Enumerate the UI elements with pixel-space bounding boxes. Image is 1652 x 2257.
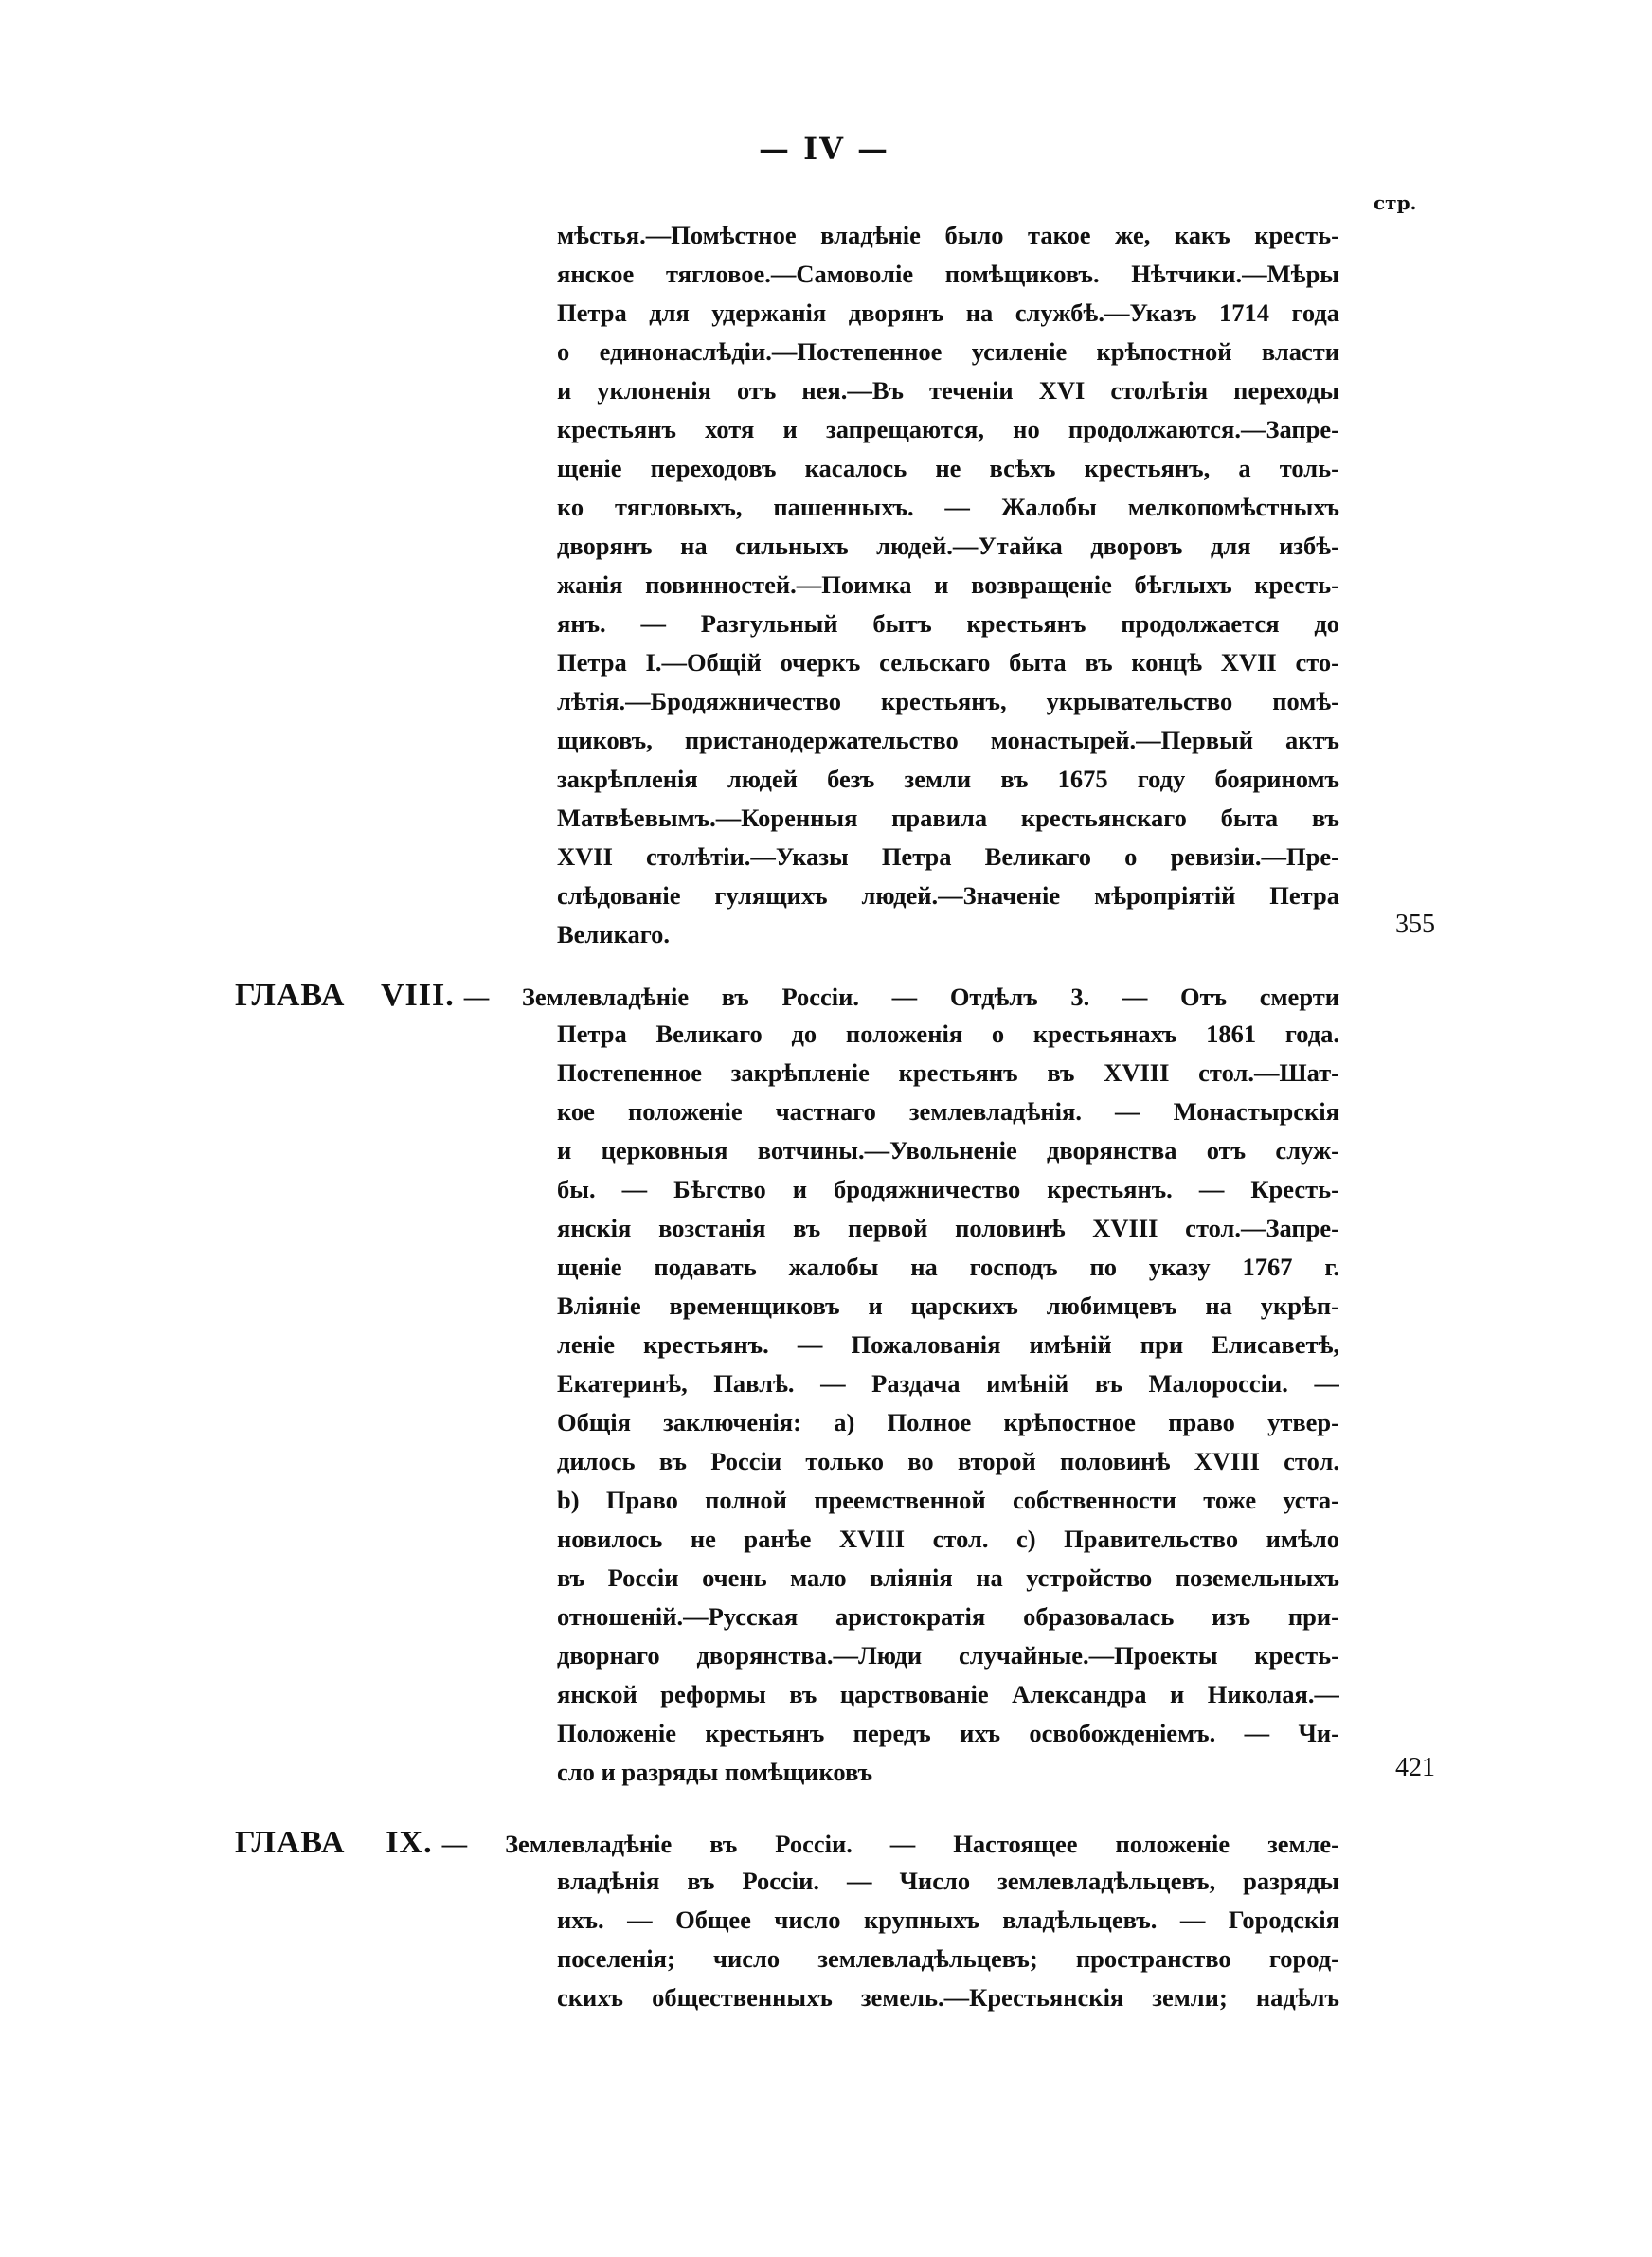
text-line: щеніе переходовъ касалось не всѣхъ крестьянъ, а толь- <box>557 454 1339 482</box>
chapter8-first-line: — Землевладѣніе въ Россіи. — Отдѣлъ 3. — Отъ смерти <box>463 983 1339 1011</box>
text-line: ихъ. — Общее число крупныхъ владѣльцевъ. — Городскія <box>557 1905 1339 1934</box>
text-line: леніе крестьянъ. — Пожалованія имѣній при Елисаветѣ, <box>557 1330 1339 1359</box>
chapter8-label: ГЛАВА VIII. <box>235 978 455 1013</box>
text-line: Вліяніе временщиковъ и царскихъ любимцевъ на укрѣп- <box>557 1291 1339 1320</box>
page-number: — IV — <box>758 131 890 167</box>
text-line: Петра для удержанія дворянъ на службѣ.—Указъ 1714 года <box>557 298 1339 327</box>
text-line: b) Право полной преемственной собственности тоже уста- <box>557 1486 1339 1514</box>
text-line: щеніе подавать жалобы на господъ по указу 1767 г. <box>557 1253 1339 1281</box>
text-line: о единонаслѣдіи.—Постепенное усиленіе крѣпостной власти <box>557 337 1339 366</box>
page-ref-421: 421 <box>1395 1753 1435 1782</box>
text-line: поселенія; число землевладѣльцевъ; пространство город- <box>557 1944 1339 1973</box>
text-line: Матвѣевымъ.—Коренныя правила крестьянскаго быта въ <box>557 803 1339 832</box>
text-line: мѣстья.—Помѣстное владѣніе было такое же, какъ кресть- <box>557 221 1339 249</box>
page-column-label: стр. <box>1374 191 1417 214</box>
text-line: сло и разряды помѣщиковъ <box>557 1758 873 1786</box>
text-line: въ Россіи очень мало вліянія на устройство поземельныхъ <box>557 1563 1339 1592</box>
chapter8-heading <box>235 976 1339 1017</box>
chapter9-heading <box>235 1823 1339 1864</box>
text-line: новилось не ранѣе XVIII стол. с) Правительство имѣло <box>557 1525 1339 1553</box>
text-line: янской реформы въ царствованіе Александра и Николая.— <box>557 1680 1339 1708</box>
text-line: ко тягловыхъ, пашенныхъ. — Жалобы мелкопомѣстныхъ <box>557 493 1339 521</box>
text-line: дилось въ Россіи только во второй половинѣ XVIII стол. <box>557 1447 1339 1475</box>
text-line: крестьянъ хотя и запрещаются, но продолжаются.—Запре- <box>557 415 1339 443</box>
chapter7-continuation <box>557 216 1339 954</box>
text-line: кое положеніе частнаго землевладѣнія. — Монастырскія <box>557 1097 1339 1126</box>
text-line: и уклоненія отъ нея.—Въ теченіи XVI столѣтія переходы <box>557 376 1339 405</box>
text-line: Общія заключенія: а) Полное крѣпостное право утвер- <box>557 1408 1339 1436</box>
text-line: Петра Великаго до положенія о крестьянахъ 1861 года. <box>557 1020 1339 1048</box>
page-ref-355: 355 <box>1395 910 1435 939</box>
text-line: Екатеринѣ, Павлѣ. — Раздача имѣній въ Малороссіи. — <box>557 1369 1339 1398</box>
text-line: XVII столѣтіи.—Указы Петра Великаго о ревизіи.—Пре- <box>557 842 1339 871</box>
text-line: янскія возстанія въ первой половинѣ XVIII стол.—Запре- <box>557 1214 1339 1242</box>
text-line: владѣнія въ Россіи. — Число землевладѣльцевъ, разряды <box>557 1867 1339 1895</box>
text-line: слѣдованіе гулящихъ людей.—Значеніе мѣропріятій Петра <box>557 881 1339 910</box>
text-line: дворянъ на сильныхъ людей.—Утайка дворовъ для избѣ- <box>557 532 1339 560</box>
text-line: бы. — Бѣгство и бродяжничество крестьянъ. — Кресть- <box>557 1175 1339 1203</box>
chapter8-body <box>557 1015 1339 1792</box>
text-line: янское тягловое.—Самоволіе помѣщиковъ. Нѣтчики.—Мѣры <box>557 260 1339 288</box>
text-line: закрѣпленія людей безъ земли въ 1675 году бояриномъ <box>557 765 1339 793</box>
text-line: Великаго. <box>557 920 670 948</box>
text-line: скихъ общественныхъ земель.—Крестьянскія земли; надѣлъ <box>557 1983 1339 2012</box>
text-line: дворнаго дворянства.—Люди случайные.—Проекты кресть- <box>557 1641 1339 1670</box>
chapter9-label: ГЛАВА IX. <box>235 1825 433 1860</box>
text-line: жанія повинностей.—Поимка и возвращеніе бѣглыхъ кресть- <box>557 570 1339 599</box>
chapter9-first-line: — Землевладѣніе въ Россіи. — Настоящее положеніе земле- <box>441 1830 1339 1858</box>
text-line: янъ. — Разгульный бытъ крестьянъ продолжается до <box>557 609 1339 638</box>
text-line: Петра I.—Общій очеркъ сельскаго быта въ концѣ XVII сто- <box>557 648 1339 677</box>
chapter9-body <box>557 1862 1339 2017</box>
text-line: щиковъ, пристанодержательство монастырей.—Первый актъ <box>557 726 1339 754</box>
text-line: отношеній.—Русская аристократія образовалась изъ при- <box>557 1602 1339 1631</box>
text-line: и церковныя вотчины.—Увольненіе дворянства отъ служ- <box>557 1136 1339 1165</box>
text-line: лѣтія.—Бродяжничество крестьянъ, укрывательство помѣ- <box>557 687 1339 715</box>
text-line: Постепенное закрѣпленіе крестьянъ въ XVIII стол.—Шат- <box>557 1058 1339 1087</box>
text-line: Положеніе крестьянъ передъ ихъ освобожденіемъ. — Чи- <box>557 1719 1339 1747</box>
